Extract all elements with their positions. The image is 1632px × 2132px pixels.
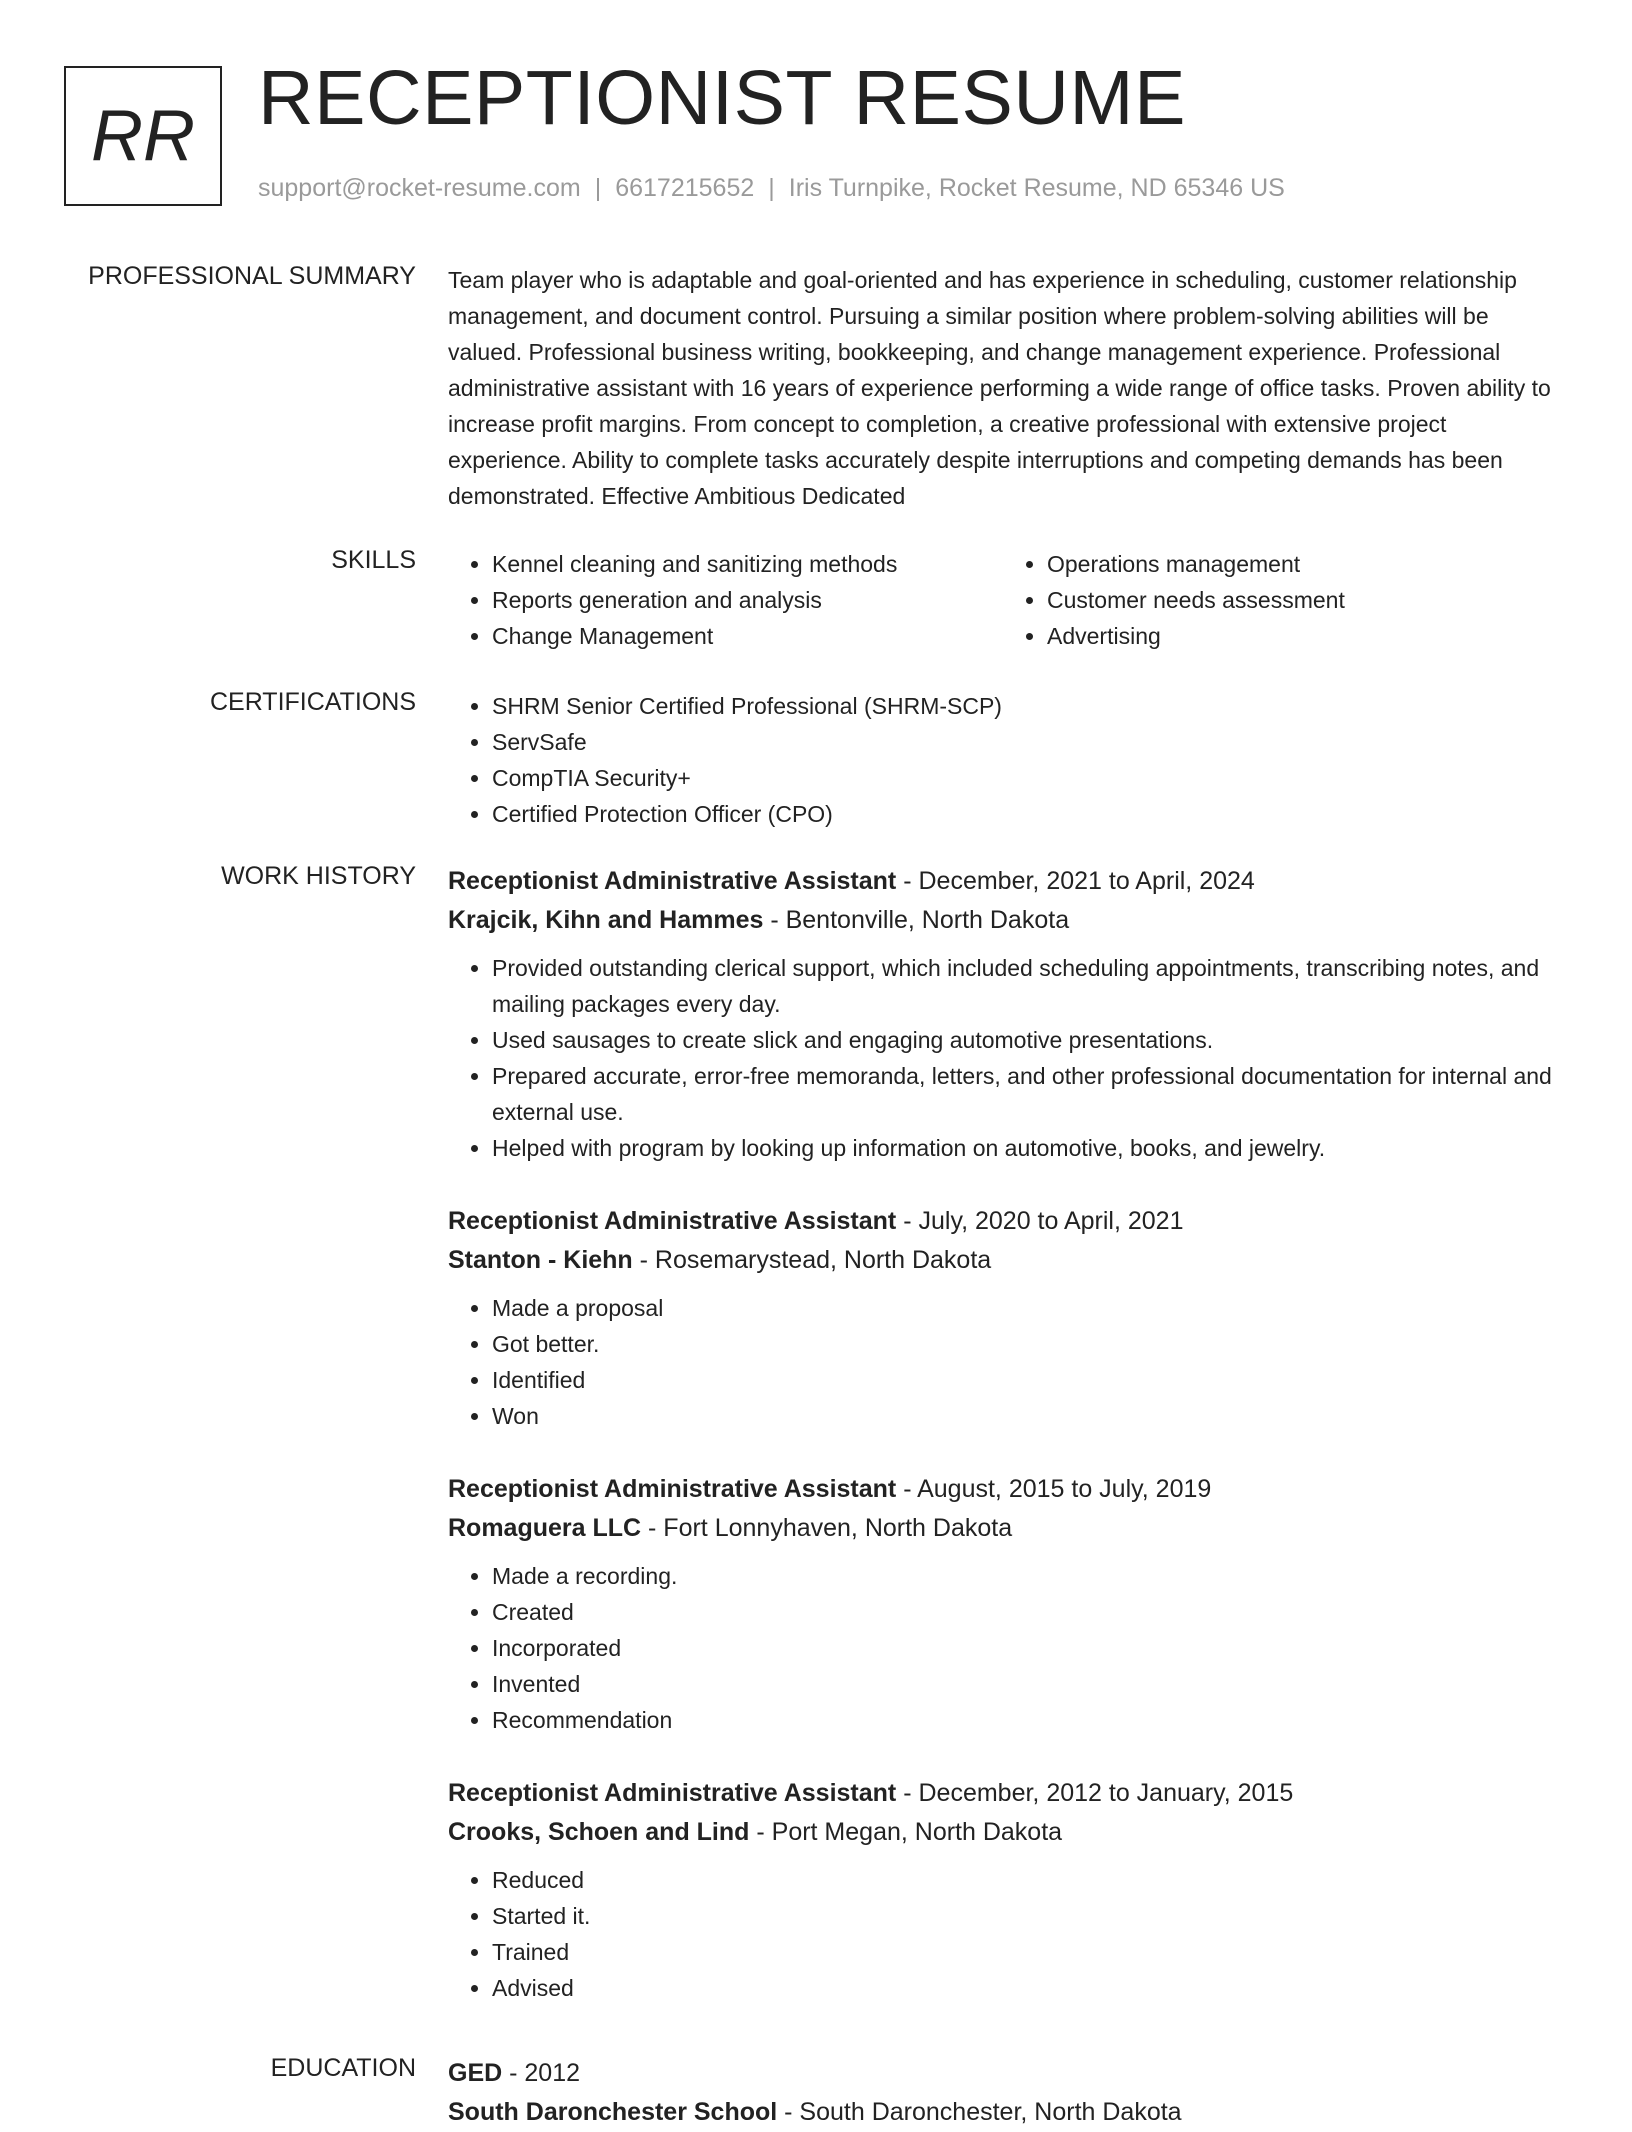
job-bullet: • Prepared accurate, error-free memoranda, letters, and other professional documentation for internal and external use. xyxy=(492,1058,1558,1130)
job-location: - Port Megan, North Dakota xyxy=(749,1818,1063,1846)
job-bullet: • Made a proposal xyxy=(492,1290,1558,1326)
contact-line xyxy=(258,174,1285,203)
contact-phone[interactable]: 6617215652 xyxy=(615,174,755,202)
contact-separator: | xyxy=(594,174,602,202)
job-bullets xyxy=(448,1290,1558,1434)
job-company-line xyxy=(448,901,1558,940)
job-bullets xyxy=(448,950,1558,1166)
skill-item: • Reports generation and analysis xyxy=(492,582,1003,618)
job-bullet: • Started it. xyxy=(492,1898,1558,1934)
job-title: Receptionist Administrative Assistant xyxy=(448,867,897,895)
skills-list-left xyxy=(448,546,1003,654)
job-bullet: • Invented xyxy=(492,1666,1558,1702)
certification-item: • ServSafe xyxy=(492,724,1558,760)
job-dates: - December, 2012 to January, 2015 xyxy=(896,1779,1294,1807)
job-company: Romaguera LLC xyxy=(448,1514,642,1542)
job-bullet: • Won xyxy=(492,1398,1558,1434)
job-title: Receptionist Administrative Assistant xyxy=(448,1207,897,1235)
summary-text: Team player who is adaptable and goal-oriented and has experience in scheduling, customer relationship management, and document control. Pursuing a similar position where problem-solving abilities will be valued. Professional business writing, bookkeeping, and change management experience. Professional administrative assistant with 16 years of experience performing a wide range of office tasks. Proven ability to increase profit margins. From concept to completion, a creative professional with extensive project experience. Ability to complete tasks accurately despite interruptions and competing demands has been demonstrated. Effective Ambitious Dedicated xyxy=(448,267,1551,509)
job-bullets xyxy=(448,1862,1558,2006)
job-title: Receptionist Administrative Assistant xyxy=(448,1475,897,1503)
job-dates: - August, 2015 to July, 2019 xyxy=(896,1475,1212,1503)
job-bullet: • Used sausages to create slick and engaging automotive presentations. xyxy=(492,1022,1558,1058)
job-company-line xyxy=(448,1241,1558,1280)
contact-email[interactable]: support@rocket-resume.com xyxy=(258,174,581,202)
contact-separator: | xyxy=(768,174,775,202)
certifications-list xyxy=(448,688,1558,832)
resume-title: RECEPTIONIST RESUME xyxy=(258,55,1186,141)
job-company-line xyxy=(448,1813,1558,1852)
certification-item: • CompTIA Security+ xyxy=(492,760,1558,796)
job-entry xyxy=(448,1202,1558,1434)
education-location: - South Daronchester, North Dakota xyxy=(777,2098,1182,2126)
work-history-label: WORK HISTORY xyxy=(221,862,416,890)
skill-item: • Customer needs assessment xyxy=(1047,582,1558,618)
education-year: - 2012 xyxy=(502,2059,581,2087)
education-label: EDUCATION xyxy=(270,2054,416,2082)
job-title-line xyxy=(448,1202,1558,1241)
skill-item: • Change Management xyxy=(492,618,1003,654)
job-bullet: • Provided outstanding clerical support, which included scheduling appointments, transcribing notes, and mailing packages every day. xyxy=(492,950,1558,1022)
job-bullet: • Reduced xyxy=(492,1862,1558,1898)
skill-item: • Operations management xyxy=(1047,546,1558,582)
skills-label: SKILLS xyxy=(331,546,416,574)
job-title-line xyxy=(448,1774,1558,1813)
job-location: - Bentonville, North Dakota xyxy=(763,906,1070,934)
job-title: Receptionist Administrative Assistant xyxy=(448,1779,897,1807)
education-school-line xyxy=(448,2093,1558,2132)
certification-item: • Certified Protection Officer (CPO) xyxy=(492,796,1558,832)
job-bullet: • Advised xyxy=(492,1970,1558,2006)
job-dates: - December, 2021 to April, 2024 xyxy=(896,867,1255,895)
job-entry xyxy=(448,1470,1558,1738)
certifications-label: CERTIFICATIONS xyxy=(209,688,416,716)
skill-item: • Advertising xyxy=(1047,618,1558,654)
education-degree-line xyxy=(448,2054,1558,2093)
job-company: Stanton - Kiehn xyxy=(448,1246,633,1274)
education-school: South Daronchester School xyxy=(448,2098,778,2126)
job-bullet: • Recommendation xyxy=(492,1702,1558,1738)
job-title-line xyxy=(448,1470,1558,1509)
job-company: Crooks, Schoen and Lind xyxy=(448,1818,750,1846)
job-bullet: • Trained xyxy=(492,1934,1558,1970)
job-bullet: • Got better. xyxy=(492,1326,1558,1362)
job-company: Krajcik, Kihn and Hammes xyxy=(448,906,764,934)
job-bullets xyxy=(448,1558,1558,1738)
job-bullet: • Made a recording. xyxy=(492,1558,1558,1594)
job-location: - Fort Lonnyhaven, North Dakota xyxy=(641,1514,1013,1542)
skill-item: • Kennel cleaning and sanitizing methods xyxy=(492,546,1003,582)
monogram-logo: RR xyxy=(64,66,222,206)
summary-label: PROFESSIONAL SUMMARY xyxy=(88,262,416,290)
job-bullet: • Created xyxy=(492,1594,1558,1630)
job-bullet: • Helped with program by looking up information on automotive, books, and jewelry. xyxy=(492,1130,1558,1166)
job-location: - Rosemarystead, North Dakota xyxy=(632,1246,992,1274)
job-bullet: • Incorporated xyxy=(492,1630,1558,1666)
job-title-line xyxy=(448,862,1558,901)
skills-list-right xyxy=(1003,546,1558,654)
certification-item: • SHRM Senior Certified Professional (SHRM-SCP) xyxy=(492,688,1558,724)
job-dates: - July, 2020 to April, 2021 xyxy=(896,1207,1184,1235)
job-entry xyxy=(448,1774,1558,2006)
job-company-line xyxy=(448,1509,1558,1548)
education-degree: GED xyxy=(448,2059,503,2087)
contact-address: Iris Turnpike, Rocket Resume, ND 65346 US xyxy=(788,174,1285,202)
job-entry xyxy=(448,862,1558,1166)
job-bullet: • Identified xyxy=(492,1362,1558,1398)
